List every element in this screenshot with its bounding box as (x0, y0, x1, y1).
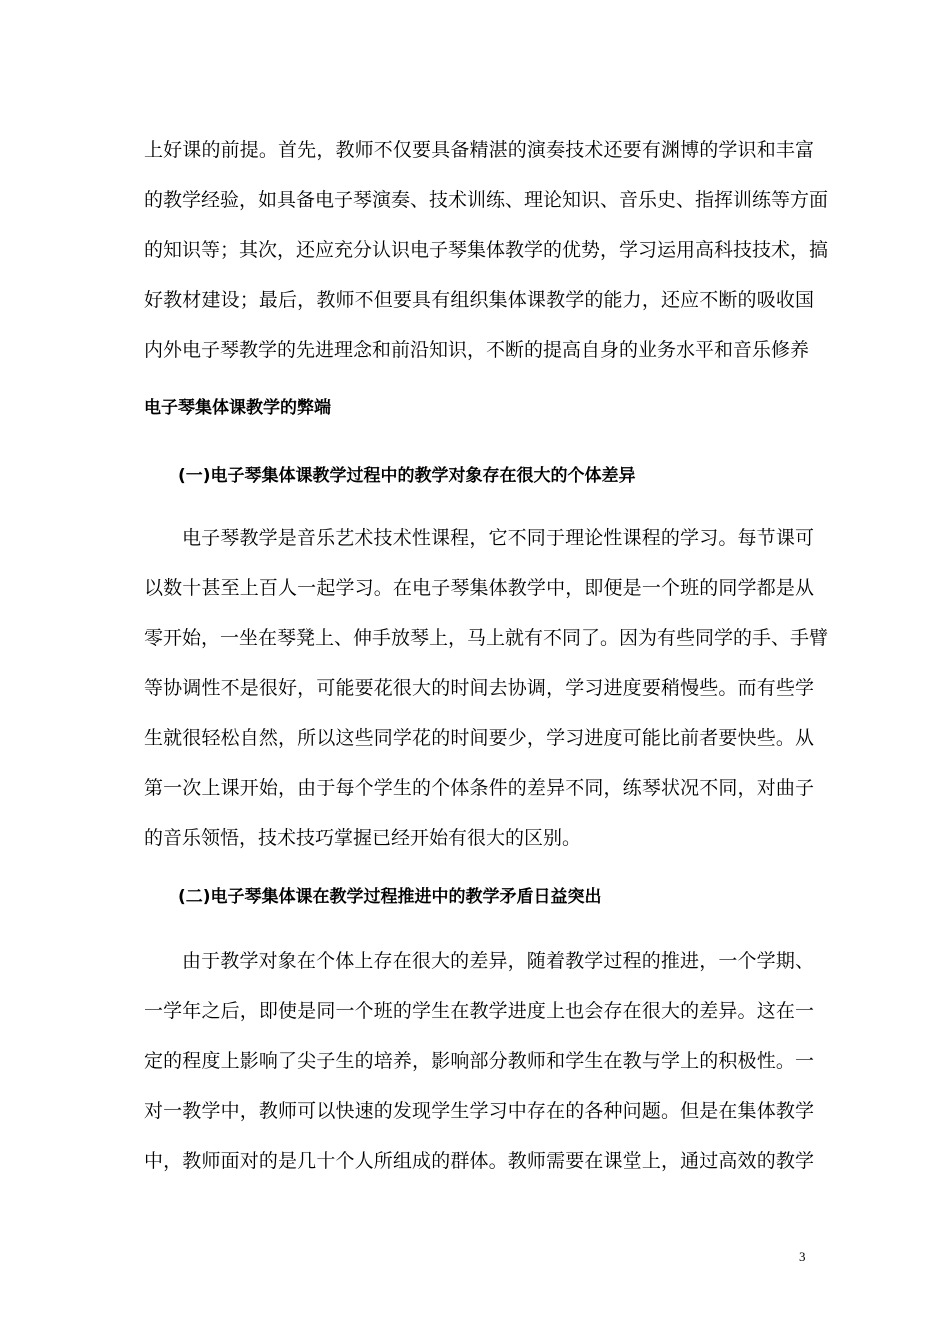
paragraph-line: 中，教师面对的是几十个人所组成的群体。教师需要在课堂上，通过高效的教学 (144, 1150, 814, 1172)
paragraph-line: 的知识等；其次，还应充分认识电子琴集体教学的优势，学习运用高科技技术，搞 (144, 239, 829, 261)
page-number: 3 (799, 1249, 806, 1264)
paragraph-line: 的音乐领悟，技术技巧掌握已经开始有很大的区别。 (144, 827, 582, 849)
paragraph-line: 定的程度上影响了尖子生的培养，影响部分教师和学生在教与学上的积极性。一 (144, 1050, 814, 1072)
paragraph-line: 第一次上课开始，由于每个学生的个体条件的差异不同，练琴状况不同，对曲子 (144, 777, 814, 799)
paragraph-line: 内外电子琴教学的先进理念和前沿知识，不断的提高自身的业务水平和音乐修养 (144, 339, 810, 361)
subsection-heading: (一)电子琴集体课教学过程中的教学对象存在很大的个体差异 (178, 466, 636, 486)
paragraph-line: 上好课的前提。首先，教师不仅要具备精湛的演奏技术还要有渊博的学识和丰富 (144, 139, 814, 161)
paragraph-line: 生就很轻松自然，所以这些同学花的时间要少，学习进度可能比前者要快些。从 (144, 727, 814, 749)
paragraph-line: 等协调性不是很好，可能要花很大的时间去协调，学习进度要稍慢些。而有些学 (144, 677, 814, 699)
paragraph-line: 电子琴教学是音乐艺术技术性课程，它不同于理论性课程的学习。每节课可 (182, 527, 814, 549)
subsection-heading: (二)电子琴集体课在教学过程推进中的教学矛盾日益突出 (178, 887, 602, 907)
paragraph-line: 好教材建设；最后，教师不但要具有组织集体课教学的能力，还应不断的吸收国 (144, 289, 814, 311)
paragraph-line: 由于教学对象在个体上存在很大的差异，随着教学过程的推进，一个学期、 (182, 950, 814, 972)
paragraph-line: 零开始，一坐在琴凳上、伸手放琴上，马上就有不同了。因为有些同学的手、手臂 (144, 627, 829, 649)
section-heading: 电子琴集体课教学的弊端 (144, 398, 331, 418)
paragraph-line: 对一教学中，教师可以快速的发现学生学习中存在的各种问题。但是在集体教学 (144, 1100, 814, 1122)
paragraph-line: 的教学经验，如具备电子琴演奏、技术训练、理论知识、音乐史、指挥训练等方面 (144, 189, 829, 211)
paragraph-line: 一学年之后，即使是同一个班的学生在教学进度上也会存在很大的差异。这在一 (144, 1000, 814, 1022)
paragraph-line: 以数十甚至上百人一起学习。在电子琴集体教学中，即便是一个班的同学都是从 (144, 577, 814, 599)
